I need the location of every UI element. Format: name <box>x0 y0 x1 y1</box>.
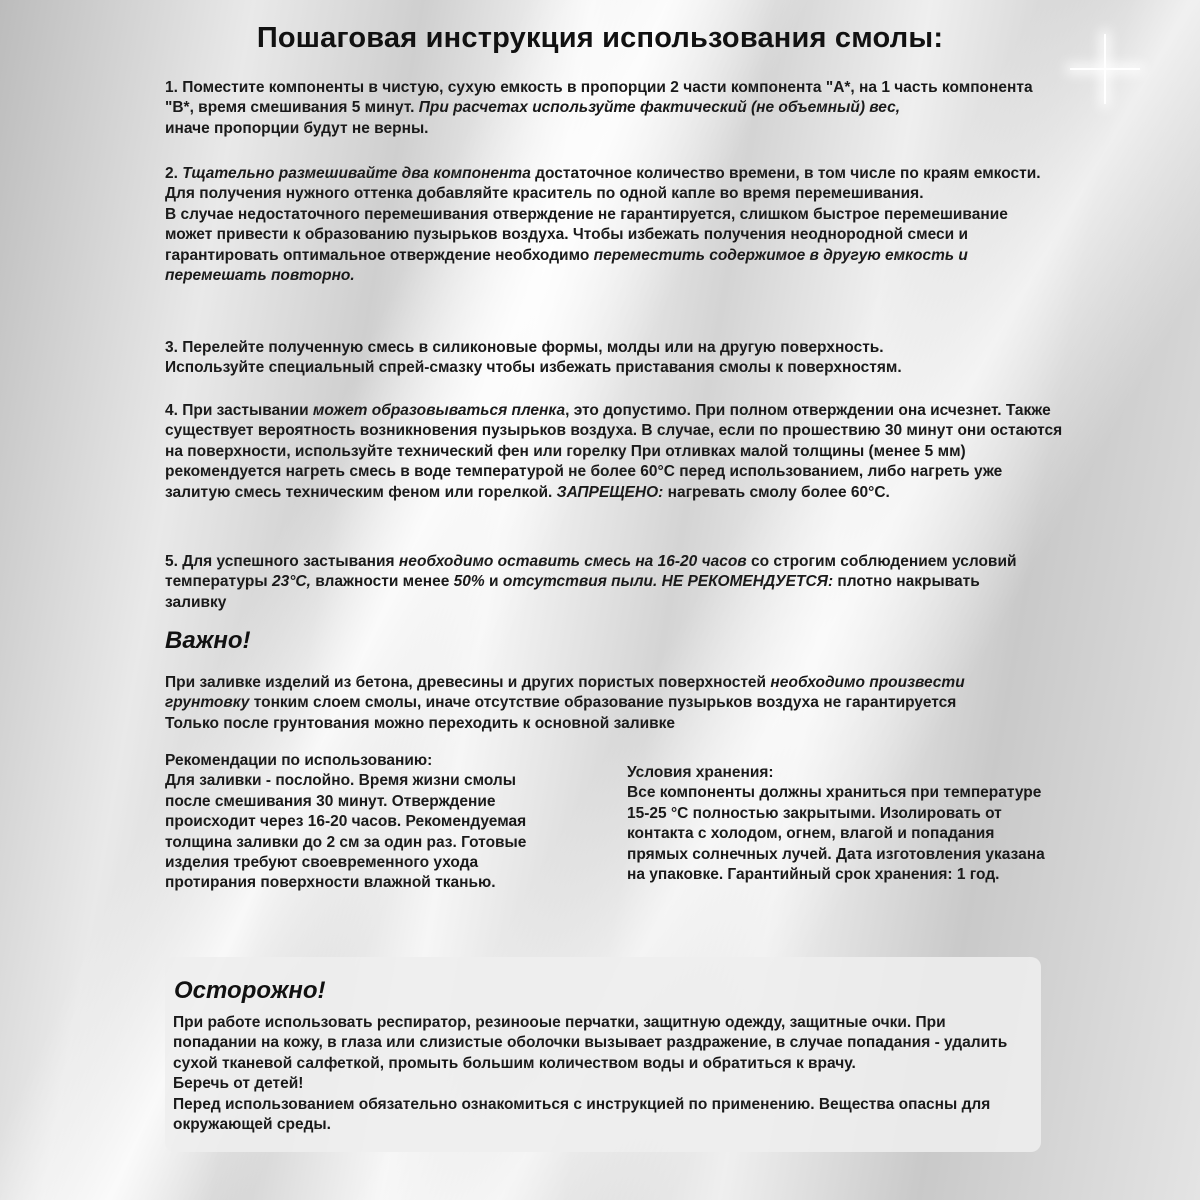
storage-conditions <box>627 763 1047 885</box>
step-5-duration: необходимо оставить смесь на 16-20 часов <box>398 553 747 570</box>
important-emphasis: необходимо произвести грунтовку <box>165 674 965 712</box>
step-1 <box>165 78 1045 139</box>
step-5-text: 5. Для успешного застывания <box>165 553 399 570</box>
usage-recommendations <box>165 751 565 894</box>
step-4-forbidden-text: нагревать смолу более 60°C. <box>663 483 890 501</box>
step-5-humidity: 50% <box>453 573 485 591</box>
step-1-tail: иначе пропорции будут не верны. <box>165 119 429 137</box>
usage-text: Для заливки - послойно. Время жизни смолы после смешивания 30 минут. Отверждение происходит через 16-20 часов. Рекомендуемая толщина заливки до 2 см за один раз. Готовые изделия требуют своевременного ухода протирания поверхности влажной тканью. <box>165 772 527 892</box>
important-text-a: При заливке изделий из бетона, древесины и других пористых поверхностей <box>165 674 771 691</box>
storage-title: Условия хранения: <box>627 764 774 781</box>
step-4-emphasis: может образовываться пленка <box>312 402 566 419</box>
step-5-temperature: 23°C, <box>271 573 311 591</box>
step-5-not-recommended-text: плотно накрывать заливку <box>165 573 980 611</box>
step-2-note: В случае недостаточного перемешивания отверждение не гарантируется, слишком быстрое перемешивание может привести к образованию пузырьков воздуха. Чтобы избежать получения неоднородной смеси и гарантировать оптимальное отверждение необходимо <box>165 205 1008 264</box>
step-5-and: и <box>484 573 503 591</box>
step-4-text: 4. При застывании <box>165 402 313 419</box>
step-2-number: 2. <box>165 165 183 182</box>
step-1-text: 1. Поместите компоненты в чистую, сухую емкость в пропорции 2 части компонента "А*, на 1 часть компонента "В*, время смешивания 5 минут. <box>165 79 1033 117</box>
storage-text: Все компоненты должны храниться при температуре 15-25 °C полностью закрытыми. Изолировать от контакта с холодом, огнем, влагой и попадания прямых солнечных лучей. Дата изготовления указана на упаковке. Гарантийный срок хранения: 1 год. <box>627 784 1045 884</box>
step-5-humidity-label: влажности менее <box>310 573 454 591</box>
warning-text-a: При работе использовать респиратор, резинооые перчатки, защитную одежду, защитные очки. При попадании на кожу, в глаза или слизистые оболочки вызывает раздражение, в случае попадания - удалить сухой тканевой салфеткой, промыть большим количеством воды и обратиться к врачу. <box>173 1014 1008 1072</box>
page-title: Пошаговая инструкция использования смолы: <box>256 22 944 54</box>
step-4 <box>165 401 1065 503</box>
step-2-emphasis: Тщательно размешивайте два компонента <box>182 165 531 182</box>
step-2-note-emphasis: переместить содержимое в другую емкость и перемешать повторно. <box>165 246 968 285</box>
important-text <box>165 673 1045 734</box>
step-1-emphasis: При расчетах используйте фактический (не объемный) вес, <box>418 99 901 117</box>
warning-heading: Осторожно! <box>174 977 326 1004</box>
important-heading: Важно! <box>165 627 251 654</box>
step-5 <box>165 552 1045 613</box>
step-2-text: достаточное количество времени, в том числе по краям емкости. Для получения нужного оттенка добавляйте краситель по одной капле во время перемешивания. <box>165 165 1041 203</box>
warning-text <box>173 1013 1033 1135</box>
important-text-c: тонким слоем смолы, иначе отсутствие образование пузырьков воздуха не гарантируется <box>249 694 957 712</box>
important-note: Только после грунтования можно переходить к основной заливке <box>165 714 676 732</box>
step-5-conditions: со строгим соблюдением условий температуры <box>165 553 1017 591</box>
usage-title: Рекомендации по использованию: <box>165 752 433 769</box>
warning-panel <box>165 957 1041 1152</box>
step-4-forbidden-label: ЗАПРЕЩЕНО: <box>556 483 664 501</box>
warning-text-c: Перед использованием обязательно ознакомиться с инструкцией по применению. Вещества опасны для окружающей среды. <box>173 1095 991 1134</box>
step-5-dust: отсутствия пыли. <box>502 573 658 591</box>
step-3-text: 3. Перелейте полученную смесь в силиконовые формы, молды или на другую поверхность. <box>165 339 884 356</box>
step-3 <box>165 338 1045 379</box>
step-5-not-recommended-label: НЕ РЕКОМЕНДУЕТСЯ: <box>661 573 834 591</box>
warning-children: Беречь от детей! <box>173 1075 304 1093</box>
step-4-body: , это допустимо. При полном отверждении она исчезнет. Также существует вероятность возникновения пузырьков воздуха. В случае, если по прошествию 30 минут они остаются на поверхности, используйте технический фен или горелку При отливках малой толщины (менее 5 мм) рекомендуется нагреть смесь в воде температурой не более 60°C перед использованием, либо нагреть уже залитую смесь техническим феном или горелкой. <box>165 402 1063 501</box>
step-3-note: Используйте специальный спрей-смазку чтобы избежать приставания смолы к поверхностям. <box>165 359 902 377</box>
step-2 <box>165 164 1045 286</box>
